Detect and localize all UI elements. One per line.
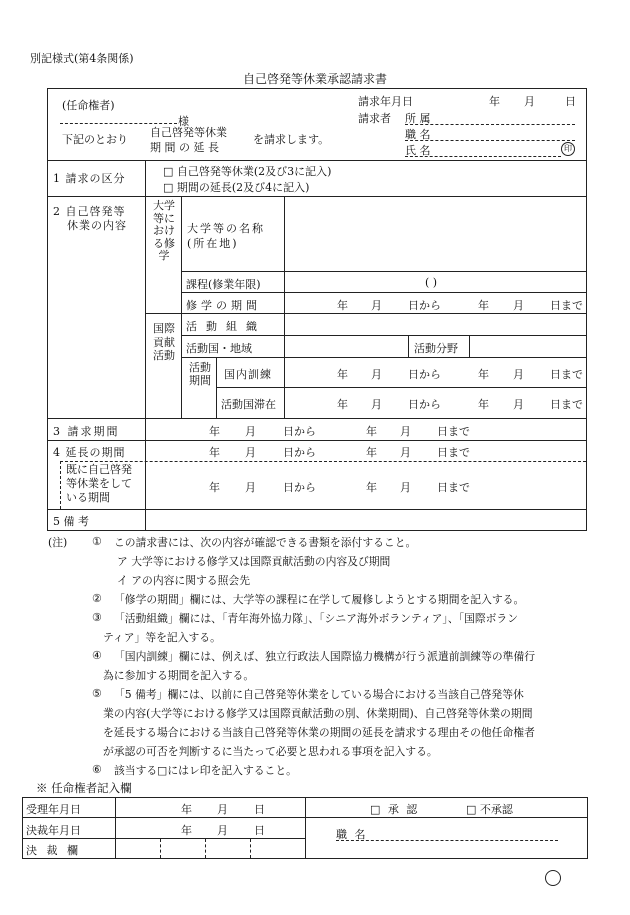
frame-top [47, 88, 586, 89]
frame-bottom [47, 530, 587, 531]
s4b-to-month: 月 [400, 481, 411, 494]
note5-line3: を延長する場合における当該自己啓発等休業の期間の延長を請求する理由その他任命権者 [103, 726, 535, 739]
below-text: 下記のとおり [62, 133, 128, 146]
divider-s3 [47, 440, 586, 441]
s3-to-month: 月 [400, 425, 411, 438]
s3-to-year: 年 [366, 425, 377, 438]
university-name-label: 大学等の名称 [187, 222, 265, 235]
label-column-divider [145, 160, 146, 419]
domestic-to-year: 年 [478, 368, 489, 381]
note1a-text: ア 大学等における修学又は国際貢献活動の内容及び期間 [117, 555, 391, 568]
domestic-from-year: 年 [337, 368, 348, 381]
activity-period-group: 活動期間 [189, 361, 211, 387]
note4-line1: 「国内訓練」欄には、例えば、独立行政法人国際協力機構が行う派遣前訓練等の準備行 [114, 650, 536, 663]
note5-line4: が承認の可否を判断するに当たって必要と思われる事項を記入する。 [103, 745, 438, 758]
divider-s5-col [145, 509, 146, 530]
s4b-to-day: 日まで [437, 481, 470, 494]
study-from-year: 年 [337, 299, 348, 312]
position-field[interactable] [405, 140, 575, 141]
s3-from-day: 日から [283, 425, 316, 438]
field-column-divider [284, 196, 285, 419]
s4-from-year: 年 [209, 446, 220, 459]
section1-option-extension[interactable]: □ 期間の延長(2及び4に記入) [163, 181, 310, 194]
page-title: 自己啓発等休業承認請求書 [242, 72, 387, 86]
approve-checkbox[interactable]: □ 承 認 [370, 803, 420, 816]
divider-s3-col [145, 418, 146, 440]
abroad-to-year: 年 [478, 398, 489, 411]
s4b-from-day: 日から [283, 481, 316, 494]
study-period-label: 修学の期間 [186, 299, 261, 312]
divider-domestic [216, 387, 586, 388]
admin-position-field[interactable] [336, 840, 558, 841]
note4-number: ④ [92, 649, 102, 662]
frame-left [47, 88, 48, 530]
received-month: 月 [217, 803, 228, 816]
circle-mark-icon [545, 870, 561, 886]
divider-field-b [469, 335, 470, 357]
divider-country [181, 357, 586, 358]
s3-from-year: 年 [209, 425, 220, 438]
frame-right [586, 88, 587, 530]
s4b-from-year: 年 [209, 481, 220, 494]
note5-line1: 「5 備考」欄には、以前に自己啓発等休業をしている場合における当該自己啓発等休 [114, 688, 524, 701]
abroad-stay-label: 活動国滞在 [221, 398, 276, 411]
domestic-training-label: 国内訓練 [224, 368, 272, 381]
divider-s2 [47, 418, 586, 419]
admin-mid-col [305, 797, 306, 859]
decided-year: 年 [181, 824, 192, 837]
affiliation-field[interactable] [405, 124, 575, 125]
section4-existing-label: 既に自己啓発等休業をしている期間 [66, 463, 132, 504]
note1b-text: イ アの内容に関する照会先 [117, 574, 250, 587]
admin-right [587, 797, 588, 859]
divider-s4-dashed-left [60, 461, 61, 509]
received-date-label: 受理年月日 [26, 803, 81, 816]
international-group: 国際貢献活動 [153, 322, 175, 362]
request-verb: を請求します。 [253, 133, 330, 146]
disapprove-checkbox[interactable]: □ 不承認 [466, 803, 513, 816]
s3-to-day: 日まで [437, 425, 470, 438]
course-label: 課程(修業年限) [186, 278, 261, 291]
s4-to-year: 年 [366, 446, 377, 459]
day-label: 日 [565, 95, 576, 108]
admin-position-label: 職 名 [336, 828, 368, 841]
study-from-month: 月 [371, 299, 382, 312]
university-location-label: (所在地) [187, 237, 239, 250]
abroad-to-month: 月 [513, 398, 524, 411]
study-from-day: 日から [408, 299, 441, 312]
divider-s4 [47, 509, 586, 510]
request-date-label: 請求年月日 [358, 95, 413, 108]
form-reference: 別記様式(第4条関係) [30, 52, 134, 65]
month-label: 月 [524, 95, 535, 108]
study-to-month: 月 [513, 299, 524, 312]
admin-label-col [115, 797, 116, 859]
activity-org-label: 活動組織 [186, 320, 266, 333]
s4b-from-month: 月 [245, 481, 256, 494]
section1-label: 1 請求の区分 [53, 172, 126, 185]
approval-divider-3 [250, 839, 251, 858]
note1-number: ① [92, 535, 102, 548]
s4-from-month: 月 [245, 446, 256, 459]
domestic-to-day: 日まで [550, 368, 583, 381]
activity-field-label: 活動分野 [414, 342, 458, 355]
appointer-label: (任命権者) [62, 99, 115, 112]
note5-number: ⑤ [92, 687, 102, 700]
notes-prefix: (注) [48, 536, 68, 549]
section2-label-1: 2 自己啓発等 [53, 205, 126, 218]
decided-month: 月 [217, 824, 228, 837]
divider-course [181, 292, 586, 293]
study-to-year: 年 [478, 299, 489, 312]
note2-text: 「修学の期間」欄には、大学等の課程に在学して履修しようとする期間を記入する。 [114, 593, 525, 606]
university-study-group: 大学等における修学 [153, 199, 175, 262]
divider-s4-dashed [60, 461, 586, 462]
approval-column-label: 決 裁 欄 [26, 844, 81, 857]
section1-option-leave[interactable]: □ 自己啓発等休業(2及び3に記入) [163, 165, 332, 178]
seal-icon: 印 [561, 142, 575, 156]
divider-top-block [47, 160, 586, 161]
domestic-from-day: 日から [408, 368, 441, 381]
note3-line2: ティア」等を記入する。 [103, 631, 221, 644]
approval-divider-2 [205, 839, 206, 858]
course-years-field[interactable]: ( ) [425, 276, 438, 289]
decided-day: 日 [254, 824, 265, 837]
year-label: 年 [489, 95, 500, 108]
request-option-extension: 期 間 の 延 長 [150, 141, 219, 154]
note3-number: ③ [92, 611, 102, 624]
divider-univ-name [181, 271, 586, 272]
abroad-to-day: 日まで [550, 398, 583, 411]
divider-field-a [408, 335, 409, 357]
note3-line1: 「活動組織」欄には、「青年海外協力隊」、「シニア海外ボランティア」、「国際ボラン [114, 612, 519, 625]
approval-divider-1 [160, 839, 161, 858]
admin-row2 [22, 838, 305, 839]
abroad-from-day: 日から [408, 398, 441, 411]
s4b-to-year: 年 [366, 481, 377, 494]
name-label: 氏 名 [405, 144, 431, 157]
activity-country-label: 活動国・地域 [186, 342, 252, 355]
note6-text: 該当する□にはレ印を記入すること。 [114, 764, 297, 777]
domestic-from-month: 月 [371, 368, 382, 381]
note2-number: ② [92, 592, 102, 605]
admin-row1 [22, 817, 305, 818]
s4-to-day: 日まで [437, 446, 470, 459]
divider-s1 [47, 196, 586, 197]
admin-right-row [305, 817, 587, 818]
section3-label: 3 請求期間 [53, 425, 120, 438]
abroad-from-year: 年 [337, 398, 348, 411]
note5-line2: 業の内容(大学等における修学又は国際貢献活動の別、休業期間)、自己啓発等休業の期間 [103, 707, 533, 720]
domestic-to-month: 月 [513, 368, 524, 381]
s4-from-day: 日から [283, 446, 316, 459]
section4-label: 4 延長の期間 [53, 446, 126, 459]
abroad-from-month: 月 [371, 398, 382, 411]
admin-section-title: ※ 任命権者記入欄 [36, 781, 132, 795]
section2-label-2: 休業の内容 [67, 219, 127, 232]
requester-label: 請求者 [358, 112, 391, 125]
divider-univ-block [145, 313, 586, 314]
position-label: 職 名 [405, 128, 431, 141]
sama-label: 様 [178, 115, 189, 128]
admin-left [22, 797, 23, 859]
group-column-divider [181, 196, 182, 419]
note4-line2: 為に参加する期間を記入する。 [103, 669, 255, 682]
note6-number: ⑥ [92, 763, 102, 776]
divider-s4-col [145, 440, 146, 509]
divider-period-group [216, 357, 217, 419]
received-day: 日 [254, 803, 265, 816]
section5-label: 5 備 考 [53, 515, 89, 528]
divider-org [181, 335, 586, 336]
received-year: 年 [181, 803, 192, 816]
request-option-leave: 自己啓発等休業 [150, 126, 227, 139]
study-to-day: 日まで [550, 299, 583, 312]
note1-text: この請求書には、次の内容が確認できる書類を添付すること。 [114, 536, 417, 549]
s3-from-month: 月 [245, 425, 256, 438]
decision-date-label: 決裁年月日 [26, 824, 81, 837]
name-field[interactable] [405, 156, 561, 157]
s4-to-month: 月 [400, 446, 411, 459]
affiliation-label: 所 属 [405, 112, 431, 125]
